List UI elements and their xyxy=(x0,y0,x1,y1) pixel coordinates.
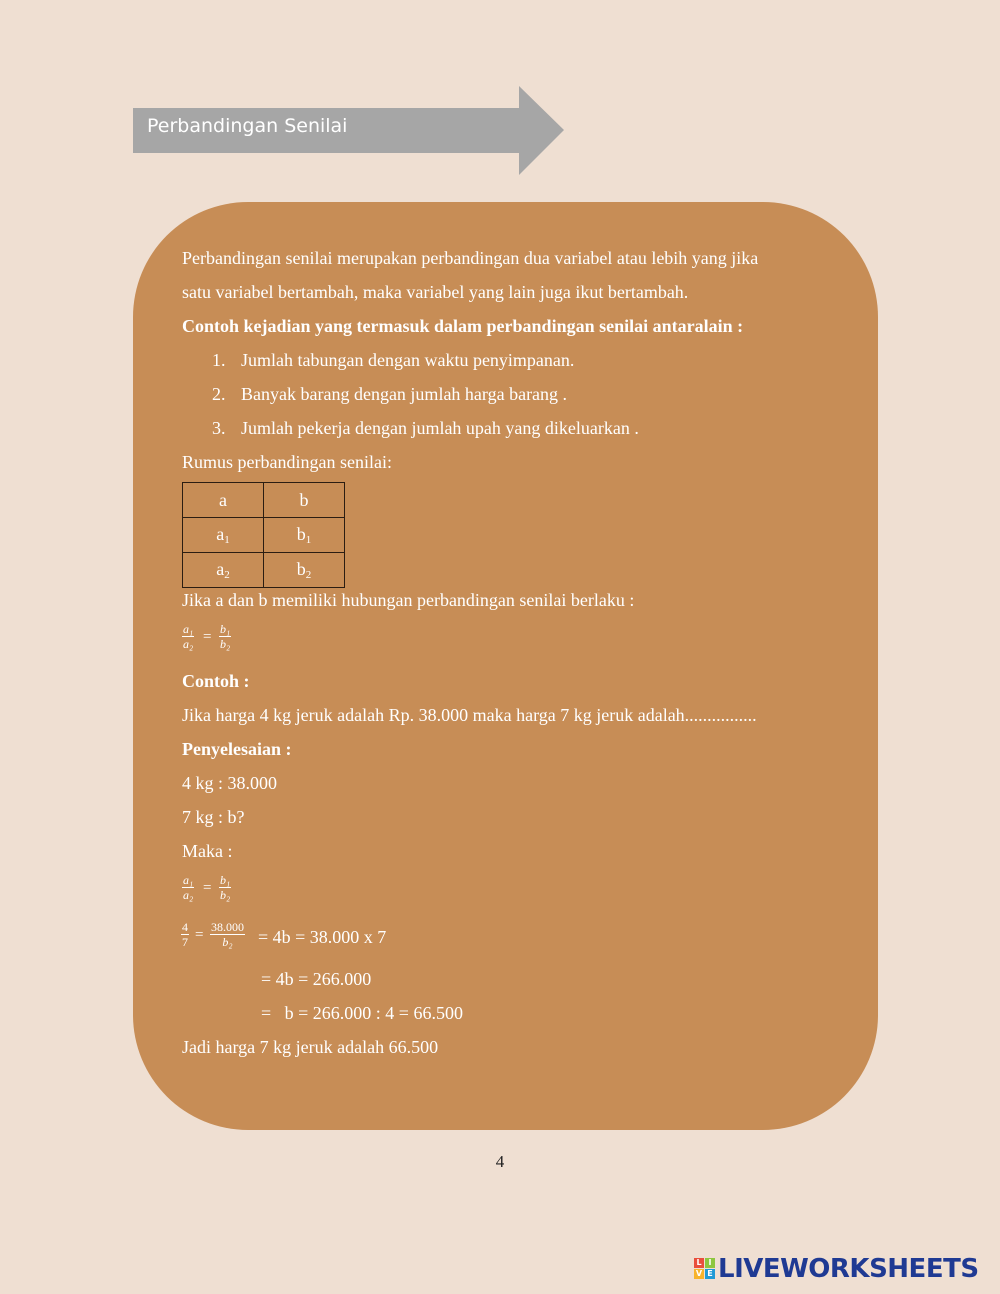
numerator: 38.000 xyxy=(211,920,244,934)
denominator: a₂ xyxy=(183,888,194,902)
cell-var: b xyxy=(296,524,306,544)
cell-sub: 1 xyxy=(305,534,312,546)
numerator: a₁ xyxy=(183,873,194,887)
logo-icon xyxy=(694,1258,716,1280)
table-row xyxy=(183,553,345,588)
equals-sign: = xyxy=(195,927,204,943)
denominator: b₂ xyxy=(220,888,231,902)
list-item-number: 1. xyxy=(212,350,226,370)
denominator: 7 xyxy=(182,935,188,949)
section-header-arrow xyxy=(133,86,565,175)
cell-sub: 2 xyxy=(305,569,312,581)
table-row xyxy=(183,483,345,518)
numerator: b₁ xyxy=(220,873,231,887)
formula-fraction-right xyxy=(219,873,231,902)
calc-line-1: = 4b = 38.000 x 7 xyxy=(258,927,387,947)
calc-line-2: = 4b = 266.000 xyxy=(261,969,372,989)
solution-step-1: 4 kg : 38.000 xyxy=(182,773,278,793)
page-number: 4 xyxy=(495,1152,505,1171)
logo-text: LIVEWORKSHEETS xyxy=(718,1254,979,1284)
logo-box: E xyxy=(705,1269,715,1279)
numerator: a₁ xyxy=(183,622,194,636)
table-row xyxy=(183,518,345,553)
equals-sign: = xyxy=(203,880,212,896)
cell-sub: 1 xyxy=(224,534,230,546)
denominator: a₂ xyxy=(183,637,194,651)
intro-line-2: satu variabel bertambah, maka variabel yang lain juga ikut bertambah. xyxy=(182,282,689,302)
list-item-number: 3. xyxy=(212,418,226,438)
formula-label: Rumus perbandingan senilai: xyxy=(182,452,392,472)
cell-var: a xyxy=(216,524,225,544)
list-item: Banyak barang dengan jumlah harga barang . xyxy=(241,384,568,404)
examples-heading: Contoh kejadian yang termasuk dalam perbandingan senilai antaralain : xyxy=(182,316,744,336)
list-item: Jumlah tabungan dengan waktu penyimpanan. xyxy=(241,350,575,370)
equals-sign: = xyxy=(203,629,212,645)
relation-text: Jika a dan b memiliki hubungan perbandingan senilai berlaku : xyxy=(182,590,635,610)
formula-fraction-right xyxy=(219,622,231,651)
table-cell xyxy=(264,553,345,588)
formula-fraction-left xyxy=(182,622,194,651)
calc-line-3: = b = 266.000 : 4 = 66.500 xyxy=(261,1003,463,1023)
cell-sub: 2 xyxy=(224,569,230,581)
formula-fraction-left xyxy=(182,873,194,902)
table-header-cell: b xyxy=(264,483,345,518)
example-heading: Contoh : xyxy=(182,671,250,691)
logo-box: L xyxy=(694,1258,704,1268)
list-item: Jumlah pekerja dengan jumlah upah yang dikeluarkan . xyxy=(241,418,639,438)
conclusion: Jadi harga 7 kg jeruk adalah 66.500 xyxy=(182,1037,439,1057)
calc-fraction-right xyxy=(210,920,245,949)
logo-box: V xyxy=(695,1269,703,1278)
numerator: 4 xyxy=(182,920,188,934)
cell-var: b xyxy=(296,559,306,579)
section-title: Perbandingan Senilai xyxy=(147,115,348,137)
content-card xyxy=(133,202,878,1130)
table-cell xyxy=(183,518,264,553)
solution-heading: Penyelesaian : xyxy=(182,739,292,759)
table-cell xyxy=(264,518,345,553)
cell-var: a xyxy=(216,559,225,579)
ratio-table xyxy=(182,482,345,588)
solution-step-2: 7 kg : b? xyxy=(182,807,245,827)
denominator: b₂ xyxy=(220,637,231,651)
example-question: Jika harga 4 kg jeruk adalah Rp. 38.000 maka harga 7 kg jeruk adalah................ xyxy=(182,705,757,725)
calc-fraction-left xyxy=(181,920,189,949)
solution-step-3: Maka : xyxy=(182,841,233,861)
intro-line-1: Perbandingan senilai merupakan perbandingan dua variabel atau lebih yang jika xyxy=(182,248,759,268)
list-item-number: 2. xyxy=(212,384,226,404)
denominator: b₂ xyxy=(210,934,245,949)
table-cell xyxy=(183,553,264,588)
table-header-cell: a xyxy=(183,483,264,518)
logo-box: I xyxy=(705,1258,715,1268)
numerator: b₁ xyxy=(220,622,231,636)
